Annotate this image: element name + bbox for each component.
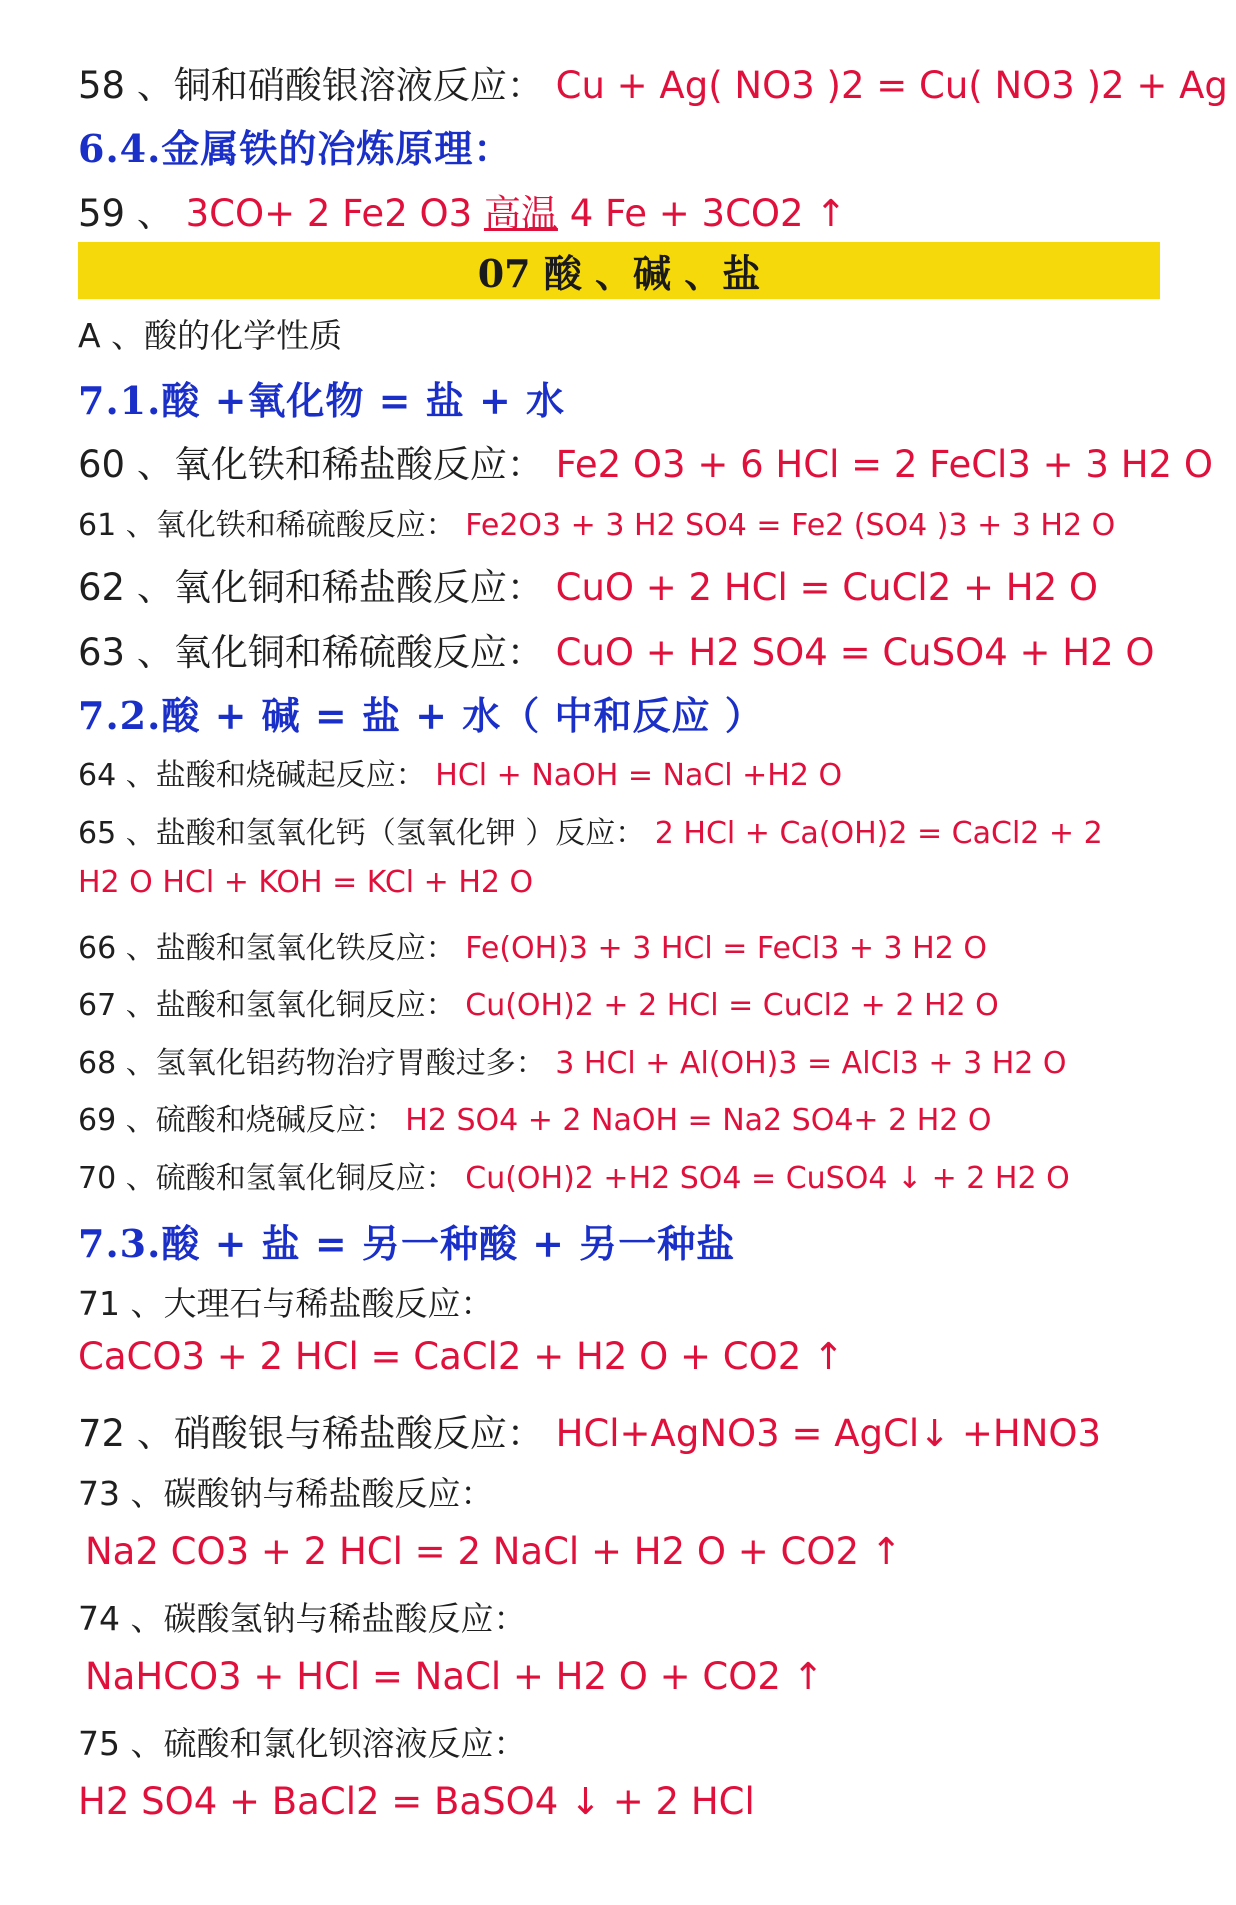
reaction-equation: Cu(OH)2 +H2 SO4 = CuSO4 ↓ + 2 H2 O — [465, 1161, 1070, 1196]
reaction-label: 68 、氢氧化铝药物治疗胃酸过多： — [78, 1046, 546, 1081]
reaction-63 — [78, 622, 1155, 676]
reaction-58 — [78, 55, 1228, 109]
reaction-59 — [78, 183, 846, 237]
reaction-equation: Fe2O3 + 3 H2 SO4 = Fe2 (SO4 )3 + 3 H2 O — [465, 508, 1116, 543]
section-heading-6-4: 6.4.金属铁的冶炼原理： — [78, 126, 513, 171]
reaction-label: 65 、盐酸和氢氧化钙（氢氧化钾 ）反应： — [78, 816, 646, 851]
reaction-equation: CuO + 2 HCl = CuCl2 + H2 O — [555, 566, 1099, 609]
part-a-title: A 、酸的化学性质 — [78, 316, 343, 355]
reaction-75-label: 75 、硫酸和氯化钡溶液反应： — [78, 1724, 527, 1763]
reaction-label: 60 、氧化铁和稀盐酸反应： — [78, 443, 544, 486]
reaction-label: 70 、硫酸和氢氧化铜反应： — [78, 1161, 456, 1196]
reaction-74-label: 74 、碳酸氢钠与稀盐酸反应： — [78, 1599, 527, 1638]
reaction-equation: 2 HCl + Ca(OH)2 = CaCl2 + 2 — [654, 816, 1103, 851]
reaction-equation: Fe2 O3 + 6 HCl = 2 FeCl3 + 3 H2 O — [555, 443, 1213, 486]
reaction-equation: HCl + NaOH = NaCl +H2 O — [435, 758, 843, 793]
reaction-65-continued: H2 O HCl + KOH = KCl + H2 O — [78, 865, 534, 900]
reaction-condition: 高温 — [483, 192, 558, 235]
reaction-equation: Fe(OH)3 + 3 HCl = FeCl3 + 3 H2 O — [465, 931, 987, 966]
reaction-71-label: 71 、大理石与稀盐酸反应： — [78, 1284, 494, 1323]
reaction-equation: CuO + H2 SO4 = CuSO4 + H2 O — [555, 631, 1155, 674]
section-heading-7-1: 7.1.酸 +氧化物 = 盐 + 水 — [78, 378, 566, 423]
reaction-61 — [78, 500, 1115, 544]
reaction-label: 61 、氧化铁和稀硫酸反应： — [78, 508, 456, 543]
reaction-73-label: 73 、碳酸钠与稀盐酸反应： — [78, 1474, 494, 1513]
reaction-75-equation: H2 SO4 + BaCl2 = BaSO4 ↓ + 2 HCl — [78, 1780, 755, 1823]
reaction-60 — [78, 434, 1213, 488]
section-heading-7-2: 7.2.酸 + 碱 = 盐 + 水（ 中和反应 ） — [78, 693, 764, 738]
reaction-62 — [78, 557, 1098, 611]
reaction-equation-left: 3CO+ 2 Fe2 O3 — [185, 192, 473, 235]
reaction-label: 72 、硝酸银与稀盐酸反应： — [78, 1412, 544, 1455]
reaction-equation: 3 HCl + Al(OH)3 = AlCl3 + 3 H2 O — [555, 1046, 1067, 1081]
reaction-equation-right: 4 Fe + 3CO2 ↑ — [569, 192, 847, 235]
reaction-73-equation: Na2 CO3 + 2 HCl = 2 NaCl + H2 O + CO2 ↑ — [85, 1530, 902, 1573]
chapter-banner: 07 酸 、碱 、盐 — [78, 242, 1160, 299]
reaction-equation: Cu(OH)2 + 2 HCl = CuCl2 + 2 H2 O — [465, 988, 999, 1023]
reaction-70 — [78, 1153, 1070, 1197]
reaction-label: 62 、氧化铜和稀盐酸反应： — [78, 566, 544, 609]
reaction-74-equation: NaHCO3 + HCl = NaCl + H2 O + CO2 ↑ — [85, 1655, 824, 1698]
reaction-label: 64 、盐酸和烧碱起反应： — [78, 758, 426, 793]
reaction-equation: H2 SO4 + 2 NaOH = Na2 SO4+ 2 H2 O — [405, 1103, 992, 1138]
reaction-69 — [78, 1095, 992, 1139]
reaction-label: 58 、铜和硝酸银溶液反应： — [78, 64, 544, 107]
reaction-label: 66 、盐酸和氢氧化铁反应： — [78, 931, 456, 966]
reaction-label: 67 、盐酸和氢氧化铜反应： — [78, 988, 456, 1023]
reaction-65 — [78, 808, 1103, 852]
reaction-label: 69 、硫酸和烧碱反应： — [78, 1103, 396, 1138]
reaction-equation: Cu + Ag( NO3 )2 = Cu( NO3 )2 + Ag — [555, 64, 1228, 107]
reaction-64 — [78, 750, 842, 794]
reaction-equation: HCl+AgNO3 = AgCl↓ +HNO3 — [555, 1412, 1102, 1455]
reaction-66 — [78, 923, 987, 967]
reaction-68 — [78, 1038, 1067, 1082]
section-heading-7-3: 7.3.酸 + 盐 = 另一种酸 + 另一种盐 — [78, 1221, 736, 1266]
reaction-71-equation: CaCO3 + 2 HCl = CaCl2 + H2 O + CO2 ↑ — [78, 1335, 845, 1378]
reaction-72 — [78, 1403, 1101, 1457]
reaction-67 — [78, 980, 999, 1024]
reaction-label: 63 、氧化铜和稀硫酸反应： — [78, 631, 544, 674]
reaction-label: 59 、 — [78, 192, 174, 235]
